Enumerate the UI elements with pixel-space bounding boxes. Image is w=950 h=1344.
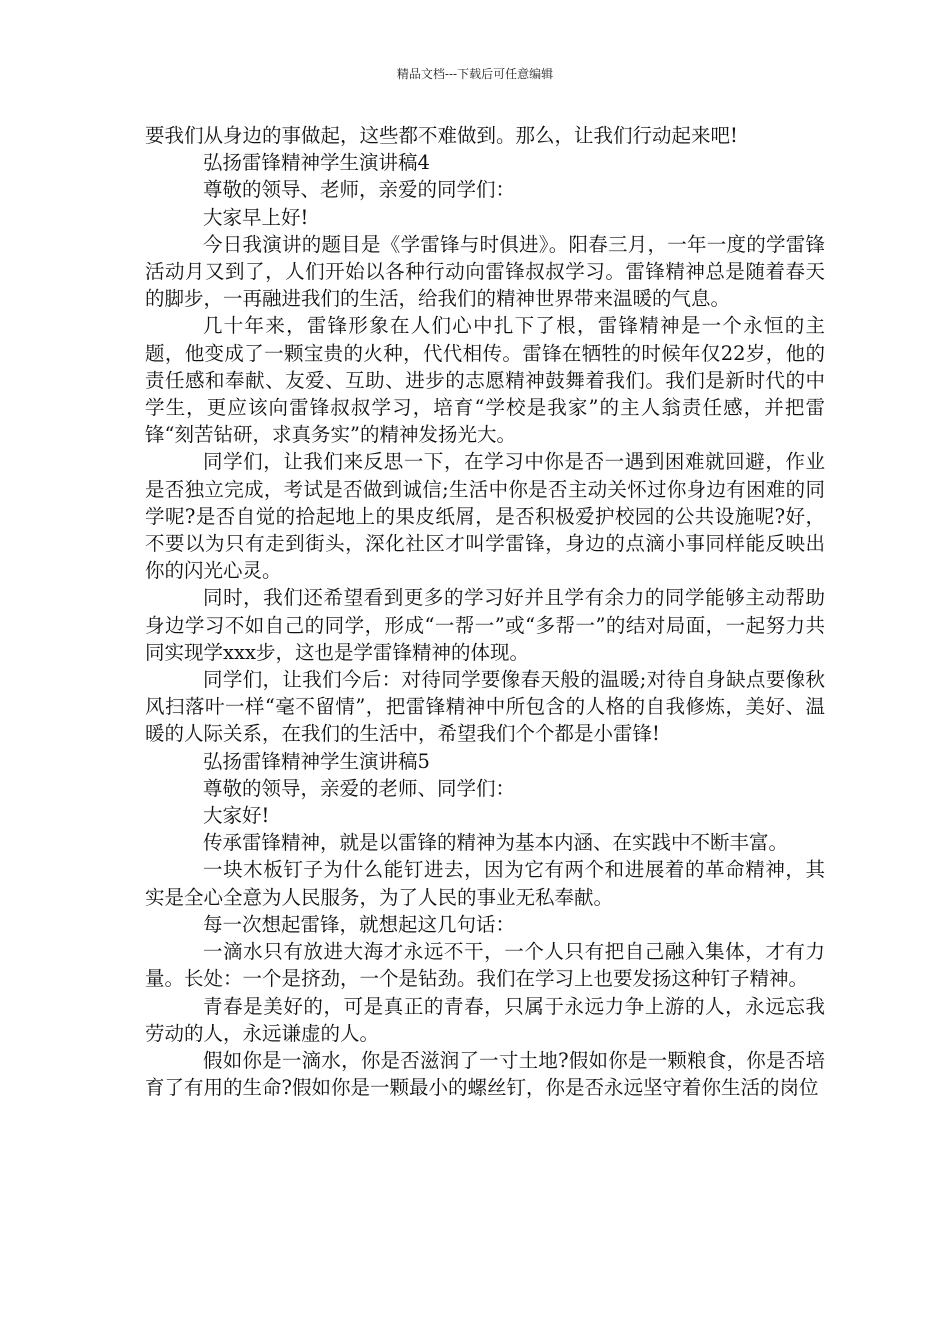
- paragraph: 一块木板钉子为什么能钉进去，因为它有两个和进展着的革命精神，其实是全心全意为人民服务，为了人民的事业无私奉献。: [145, 858, 825, 909]
- paragraph: 假如你是一滴水，你是否滋润了一寸土地?假如你是一颗粮食，你是否培育了有用的生命?假如你是一颗最小的螺丝钉，你是否永远坚守着你生活的岗位: [145, 1048, 825, 1100]
- greeting: 大家早上好!: [203, 205, 309, 229]
- salutation: 尊敬的领导、老师，亲爱的同学们：: [203, 178, 516, 202]
- paragraph: 每一次想起雷锋，就想起这几句话：: [203, 912, 516, 936]
- paragraph: 同时，我们还希望看到更多的学习好并且学有余力的同学能够主动帮助身边学习不如自己的同学，形成“一帮一”或“多帮一”的结对局面，一起努力共同实现学xxx步，这也是学雷锋精神的体现。: [145, 586, 825, 664]
- salutation: 尊敬的领导，亲爱的老师、同学们：: [203, 776, 516, 800]
- section-title: 弘扬雷锋精神学生演讲稿4: [203, 151, 430, 175]
- section-title: 弘扬雷锋精神学生演讲稿5: [203, 749, 430, 773]
- paragraph: 一滴水只有放进大海才永远不干，一个人只有把自己融入集体，才有力量。长处：一个是挤劲，一个是钻劲。我们在学习上也要发扬这种钉子精神。: [145, 940, 825, 991]
- paragraph: 青春是美好的，可是真正的青春，只属于永远力争上游的人，永远忘我劳动的人，永远谦虚的人。: [145, 994, 825, 1045]
- paragraph: 几十年来，雷锋形象在人们心中扎下了根，雷锋精神是一个永恒的主题，他变成了一颗宝贵的火种，代代相传。雷锋在牺牲的时候年仅22岁，他的责任感和奉献、友爱、互助、进步的志愿精神鼓舞着我们。我们是新时代的中学生，更应该向雷锋叔叔学习，培育“学校是我家”的主人翁责任感，并把雷锋“刻苦钻研，求真务实”的精神发扬光大。: [145, 314, 825, 447]
- greeting: 大家好!: [203, 804, 270, 828]
- paragraph: 今日我演讲的题目是《学雷锋与时俱进》。阳春三月，一年一度的学雷锋活动月又到了，人们开始以各种行动向雷锋叔叔学习。雷锋精神总是随着春天的脚步，一再融进我们的生活，给我们的精神世界带来温暖的气息。: [145, 232, 825, 311]
- page-header: 精品文档---下载后可任意编辑: [396, 67, 554, 81]
- paragraph: 同学们，让我们今后：对待同学要像春天般的温暖;对待自身缺点要像秋风扫落叶一样“毫不留情”，把雷锋精神中所包含的人格的自我修炼，美好、温暖的人际关系，在我们的生活中，希望我们个个都是小雷锋!: [145, 668, 825, 746]
- document-body: [145, 122, 825, 1101]
- paragraph: 要我们从身边的事做起，这些都不难做到。那么，让我们行动起来吧!: [145, 124, 738, 147]
- paragraph: 传承雷锋精神，就是以雷锋的精神为基本内涵、在实践中不断丰富。: [203, 831, 789, 855]
- paragraph: 同学们，让我们来反思一下，在学习中你是否一遇到困难就回避，作业是否独立完成，考试是否做到诚信;生活中你是否主动关怀过你身边有困难的同学呢?是否自觉的拾起地上的果皮纸屑，是否积极爱护校园的公共设施呢?好，不要以为只有走到街头，深化社区才叫学雷锋，身边的点滴小事同样能反映出你的闪光心灵。: [145, 450, 825, 583]
